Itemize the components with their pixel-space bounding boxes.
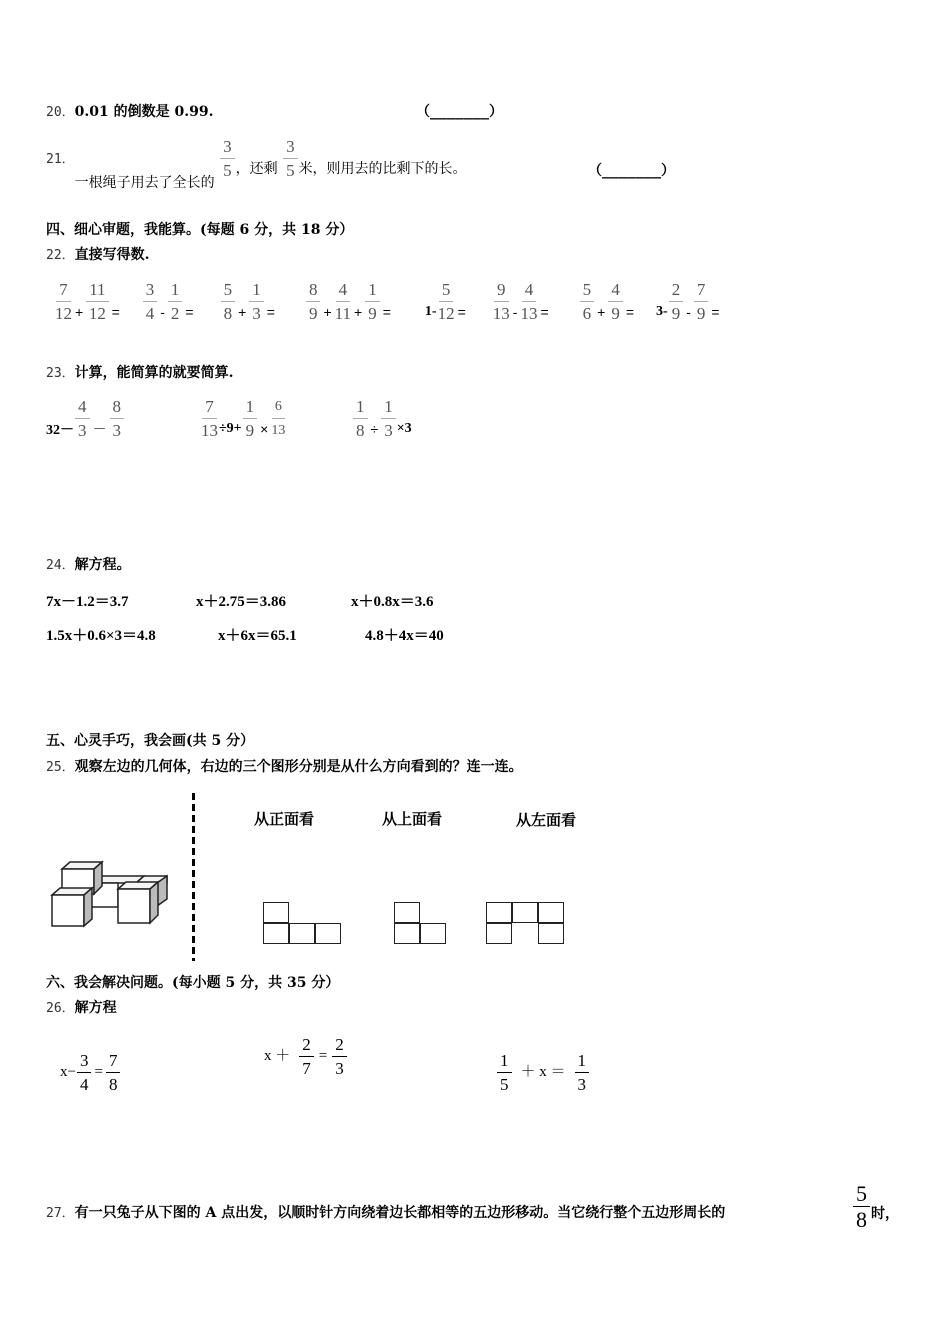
mental-math-item: $\frac{3}{4}$ - $\frac{1}{2}$ = <box>142 281 196 323</box>
question-25 <box>46 758 523 777</box>
mental-math-item: $\frac{5}{8}$ + $\frac{1}{3}$ = <box>220 281 277 323</box>
fraction: $\frac{6}{13}$ <box>271 399 286 438</box>
view-label-front: 从正面看 <box>254 810 315 828</box>
question-text: 0.01 的倒数是 0.99. <box>74 104 214 120</box>
section-heading: 五、心灵手巧，我会画(共 5 分） <box>46 733 255 749</box>
question-20 <box>46 103 213 122</box>
question-23 <box>46 364 234 383</box>
fraction: $\frac{11}{12}$ <box>86 281 108 323</box>
question-number: 24． <box>46 558 75 573</box>
mental-math-row <box>54 281 732 323</box>
mental-math-item: 3- $\frac{2}{9}$ - $\frac{7}{9}$ = <box>656 280 720 323</box>
question-text: 计算，能简算的就要简算. <box>74 365 234 381</box>
fraction: $\frac{4}{9}$ <box>608 281 623 323</box>
expression-1: 32－ $\frac{4}{3}$ － $\frac{8}{3}$ <box>46 398 125 440</box>
fraction: $\frac{1}{3}$ <box>575 1052 590 1094</box>
fraction: $\frac{1}{8}$ <box>353 398 368 440</box>
question-text: 解方程。 <box>74 557 131 573</box>
question-27 <box>46 1204 725 1223</box>
fraction: $\frac{7}{13}$ <box>201 397 218 440</box>
fraction: $\frac{3}{5}$ <box>220 138 235 180</box>
fraction: $\frac{7}{8}$ <box>106 1052 121 1094</box>
question-text: ，还剩 <box>235 161 278 177</box>
question-21 <box>46 137 467 191</box>
fraction: $\frac{5}{6}$ <box>580 281 595 323</box>
equation-26-2: x ＋ $\frac{2}{7}$ = $\frac{2}{3}$ <box>264 1036 348 1078</box>
mental-math-item: $\frac{8}{9}$ + $\frac{4}{11}$ + $\frac{1}{9}$ = <box>305 281 393 323</box>
mental-math-item: $\frac{5}{6}$ + $\frac{4}{9}$ = <box>579 281 636 323</box>
fraction: $\frac{5}{12}$ <box>437 280 455 323</box>
question-number: 21． <box>46 152 75 167</box>
question-text: 观察左边的几何体，右边的三个图形分别是从什么方向看到的？连一连。 <box>74 759 523 775</box>
fraction: $\frac{4}{13}$ <box>520 280 538 323</box>
fraction: $\frac{7}{9}$ <box>694 281 709 323</box>
question-24 <box>46 556 131 575</box>
fraction: $\frac{8}{9}$ <box>306 281 321 323</box>
fraction: $\frac{9}{13}$ <box>492 280 510 323</box>
fraction: $\frac{1}{3}$ <box>249 281 264 323</box>
equation: 4.8＋4x＝40 <box>365 628 444 644</box>
question-number: 23． <box>46 366 75 381</box>
expression-3: $\frac{1}{8}$ ÷ $\frac{1}{3}$ ×3 <box>352 398 412 440</box>
mental-math-item: 1- $\frac{5}{12}$ = <box>424 280 466 323</box>
solid-figure-image <box>48 858 168 930</box>
equation: 1.5x＋0.6×3＝4.8 <box>46 628 156 644</box>
question-number: 20． <box>46 105 75 120</box>
fraction: $\frac{2}{7}$ <box>299 1036 314 1078</box>
equation-26-3: $\frac{1}{5}$ ＋ x ＝ $\frac{1}{3}$ <box>496 1052 590 1094</box>
question-number: 25． <box>46 760 75 775</box>
question-26 <box>46 999 117 1018</box>
mental-math-item: $\frac{7}{12}$ + $\frac{11}{12}$ = <box>55 280 120 323</box>
question-22 <box>46 246 150 265</box>
equation: 7x－1.2＝3.7 <box>46 594 129 610</box>
equation-26-1: x− $\frac{3}{4}$ = $\frac{7}{8}$ <box>60 1052 121 1094</box>
dashed-divider <box>192 793 195 961</box>
fraction: $\frac{1}{9}$ <box>243 398 258 440</box>
section-heading: 六、我会解决问题。(每小题 5 分，共 35 分） <box>46 975 340 991</box>
fraction: $\frac{5}{8}$ <box>853 1184 870 1230</box>
fraction: $\frac{1}{2}$ <box>168 281 183 323</box>
fraction: $\frac{4}{11}$ <box>334 280 352 323</box>
answer-blank[interactable]: （_______） <box>588 163 676 179</box>
section-heading: 四、细心审题，我能算。(每题 6 分，共 18 分） <box>46 222 354 238</box>
equation: x＋2.75＝3.86 <box>196 594 287 610</box>
fraction: $\frac{2}{9}$ <box>669 281 684 323</box>
equation: x＋6x＝65.1 <box>218 628 297 644</box>
question-number: 27． <box>46 1206 75 1221</box>
question-number: 26． <box>46 1001 75 1016</box>
fraction: $\frac{3}{4}$ <box>143 281 158 323</box>
question-text: 米，则用去的比剩下的长。 <box>298 161 467 177</box>
fraction: $\frac{8}{3}$ <box>110 398 125 440</box>
view-label-left: 从左面看 <box>516 811 577 829</box>
fraction: $\frac{1}{3}$ <box>381 398 396 440</box>
expression-2: $\frac{7}{13}$ ÷9+ $\frac{1}{9}$ × $\frac{6}{13}$ <box>201 397 286 440</box>
question-number: 22． <box>46 248 75 263</box>
question-text: 直接写得数. <box>74 247 150 263</box>
fraction: $\frac{1}{9}$ <box>365 281 380 323</box>
equation: x＋0.8x＝3.6 <box>351 594 434 610</box>
fraction: $\frac{3}{4}$ <box>77 1052 92 1094</box>
fraction: $\frac{4}{3}$ <box>75 398 90 440</box>
fraction: $\frac{7}{12}$ <box>55 280 72 323</box>
mental-math-item: $\frac{9}{13}$ - $\frac{4}{13}$ = <box>492 280 549 323</box>
question-text: 解方程 <box>74 1000 117 1016</box>
question-text: 有一只兔子从下图的 A 点出发，以顺时针方向绕着边长都相等的五边形移动。当它绕行整个五边形周长的 <box>74 1205 726 1221</box>
answer-blank[interactable]: （_______） <box>416 104 504 120</box>
fraction: $\frac{2}{3}$ <box>332 1036 347 1078</box>
fraction: $\frac{5}{8}$ <box>221 281 236 323</box>
question-27-fraction: $\frac{5}{8}$ 时， <box>852 1184 899 1230</box>
question-text: 一根绳子用去了全长的 <box>74 175 215 191</box>
fraction: $\frac{3}{5}$ <box>283 138 298 180</box>
view-label-top: 从上面看 <box>382 810 443 828</box>
fraction: $\frac{1}{5}$ <box>497 1052 512 1094</box>
